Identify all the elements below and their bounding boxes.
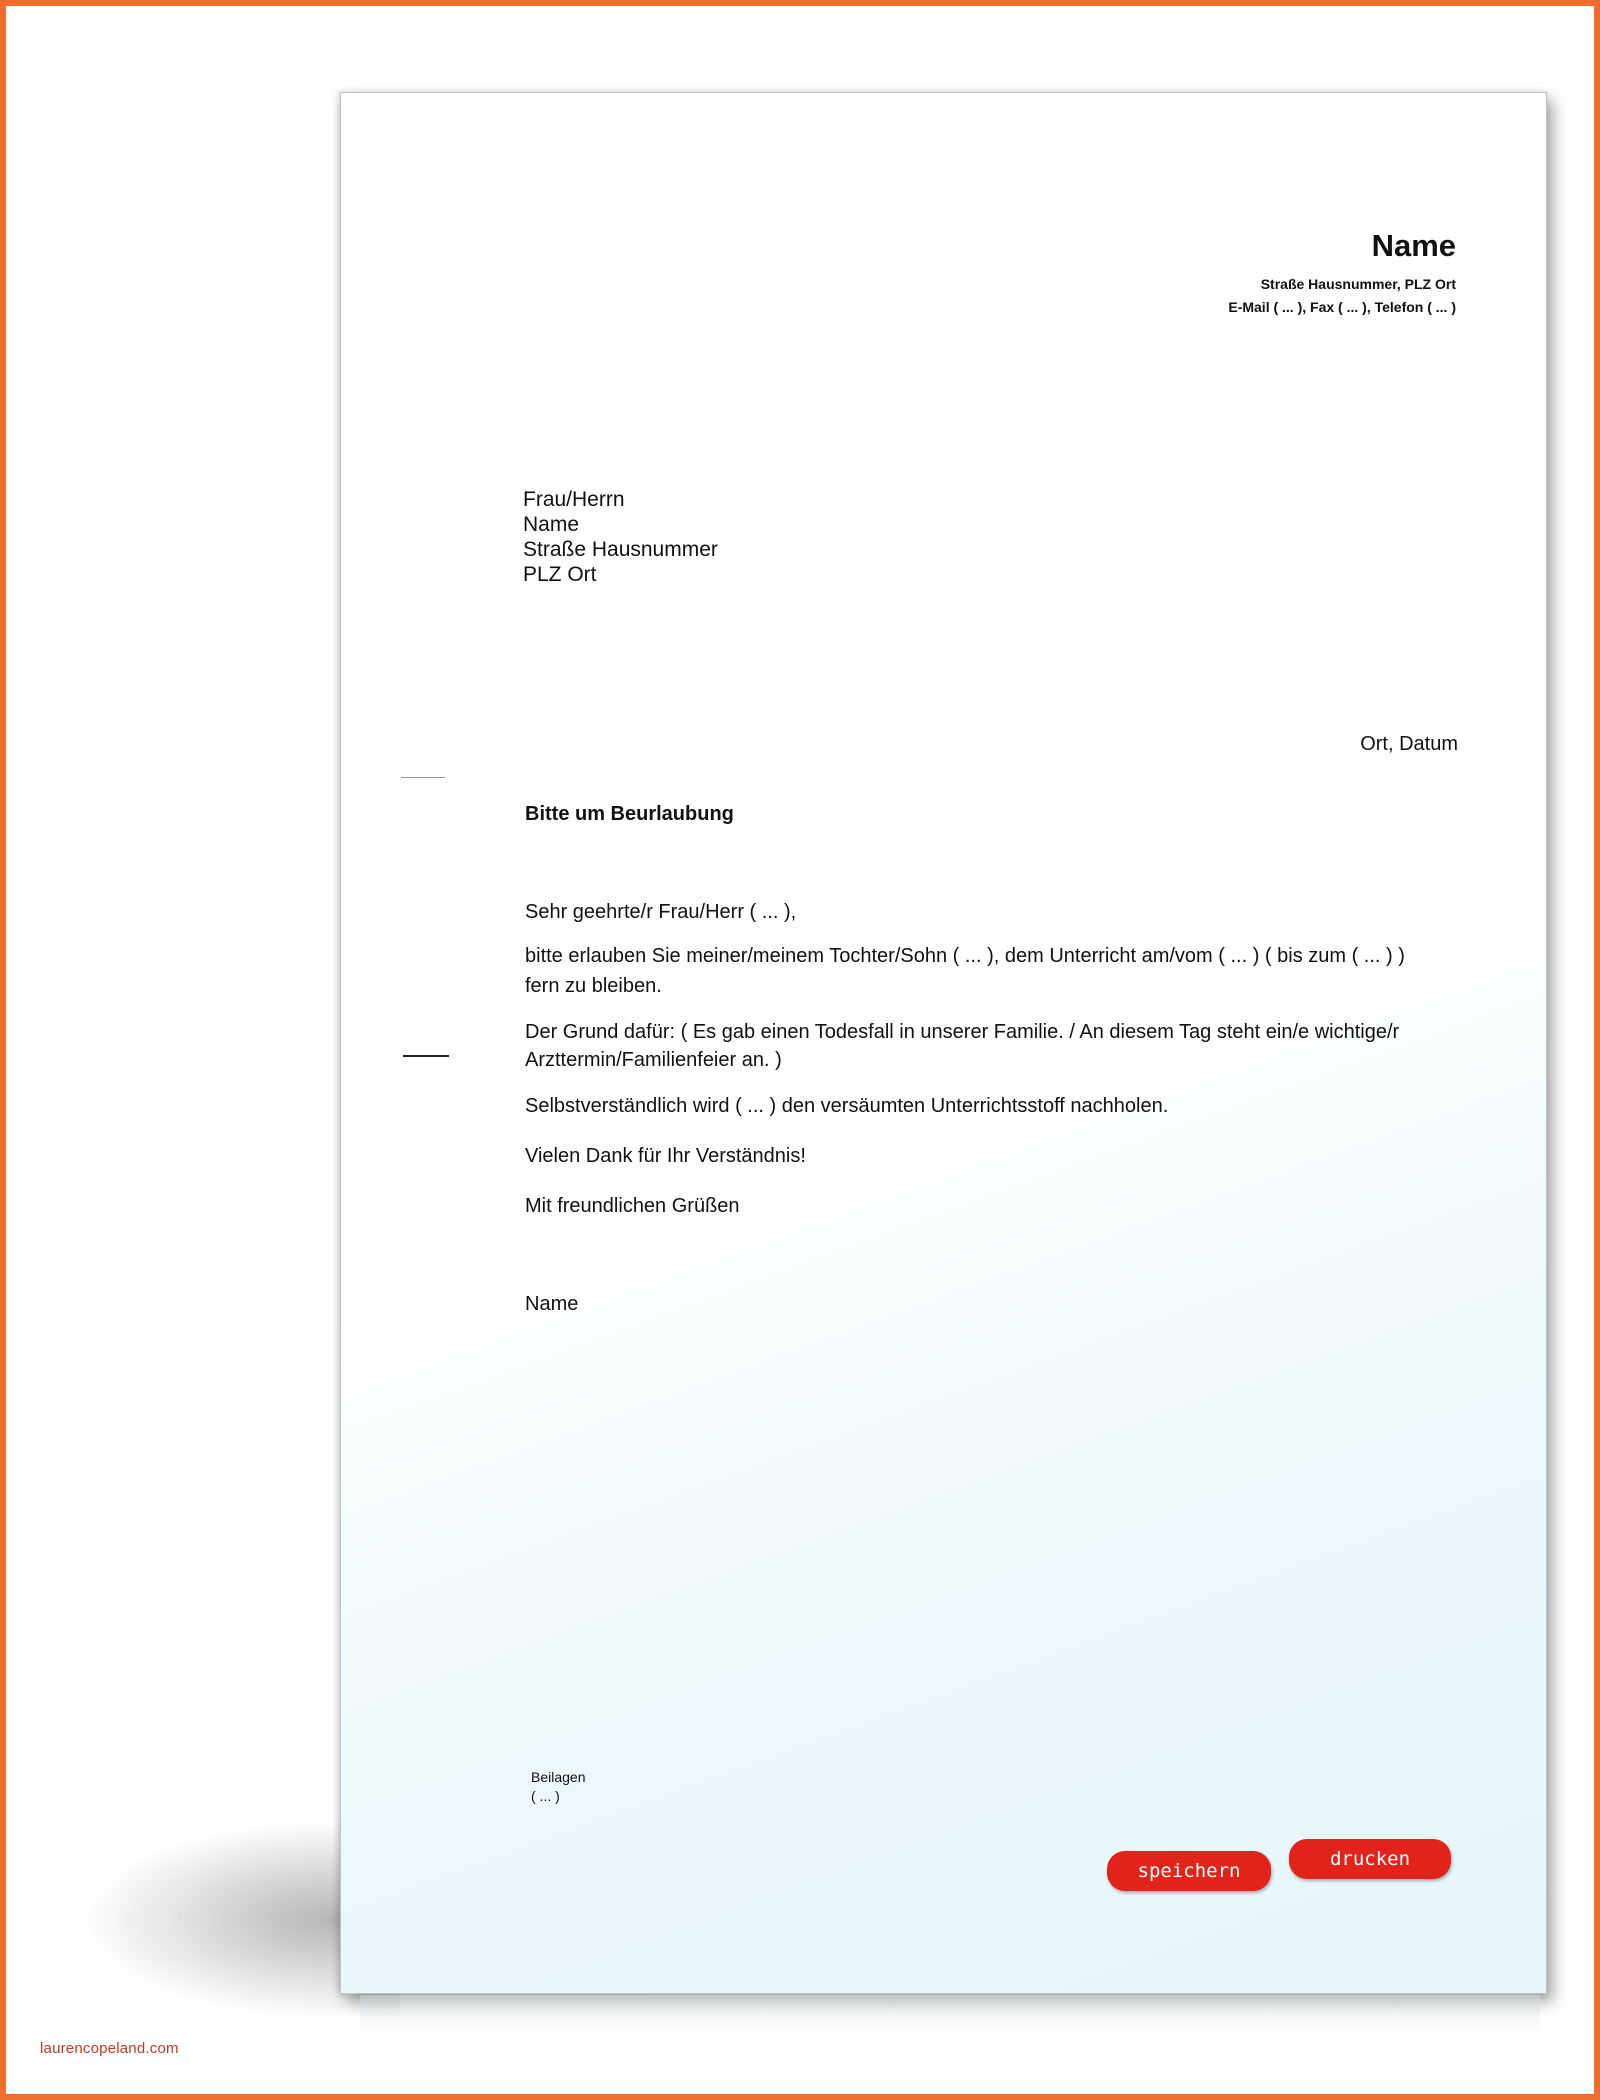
sender-address: Straße Hausnummer, PLZ Ort — [1260, 276, 1456, 292]
fold-mark — [401, 777, 445, 778]
recipient-street: Straße Hausnummer — [523, 538, 718, 561]
paragraph-1-line-1: bitte erlauben Sie meiner/meinem Tochter/Sohn ( ... ), dem Unterricht am/vom ( ... ) ( bis zum ( ... ) ) — [525, 945, 1405, 967]
watermark: laurencopeland.com — [40, 2040, 179, 2057]
greeting: Sehr geehrte/r Frau/Herr ( ... ), — [525, 901, 797, 923]
sender-name: Name — [1371, 228, 1456, 263]
recipient-name: Name — [523, 513, 580, 536]
document-page — [340, 92, 1547, 1994]
paragraph-4: Vielen Dank für Ihr Verständnis! — [525, 1145, 806, 1167]
enclosures-value: ( ... ) — [531, 1788, 560, 1804]
print-button[interactable]: drucken — [1289, 1839, 1451, 1879]
subject-line: Bitte um Beurlaubung — [525, 803, 734, 825]
paragraph-3: Selbstverständlich wird ( ... ) den versäumten Unterrichtsstoff nachholen. — [525, 1095, 1169, 1117]
paragraph-2-line-2: Arzttermin/Familienfeier an. ) — [525, 1049, 782, 1071]
page-reflection — [360, 1995, 1540, 2035]
sender-contact: E-Mail ( ... ), Fax ( ... ), Telefon ( ... ) — [1228, 299, 1456, 315]
enclosures-label: Beilagen — [531, 1769, 586, 1785]
closing: Mit freundlichen Grüßen — [525, 1195, 740, 1217]
signature-name: Name — [525, 1293, 579, 1315]
paragraph-1-line-2: fern zu bleiben. — [525, 975, 662, 997]
punch-mark — [403, 1055, 449, 1057]
paragraph-2-line-1: Der Grund dafür: ( Es gab einen Todesfall in unserer Familie. / An diesem Tag steht ein/e wichtige/r — [525, 1021, 1400, 1043]
place-date: Ort, Datum — [1360, 733, 1458, 755]
recipient-salutation: Frau/Herrn — [523, 488, 625, 511]
save-button[interactable]: speichern — [1107, 1851, 1271, 1891]
recipient-city: PLZ Ort — [523, 563, 597, 586]
